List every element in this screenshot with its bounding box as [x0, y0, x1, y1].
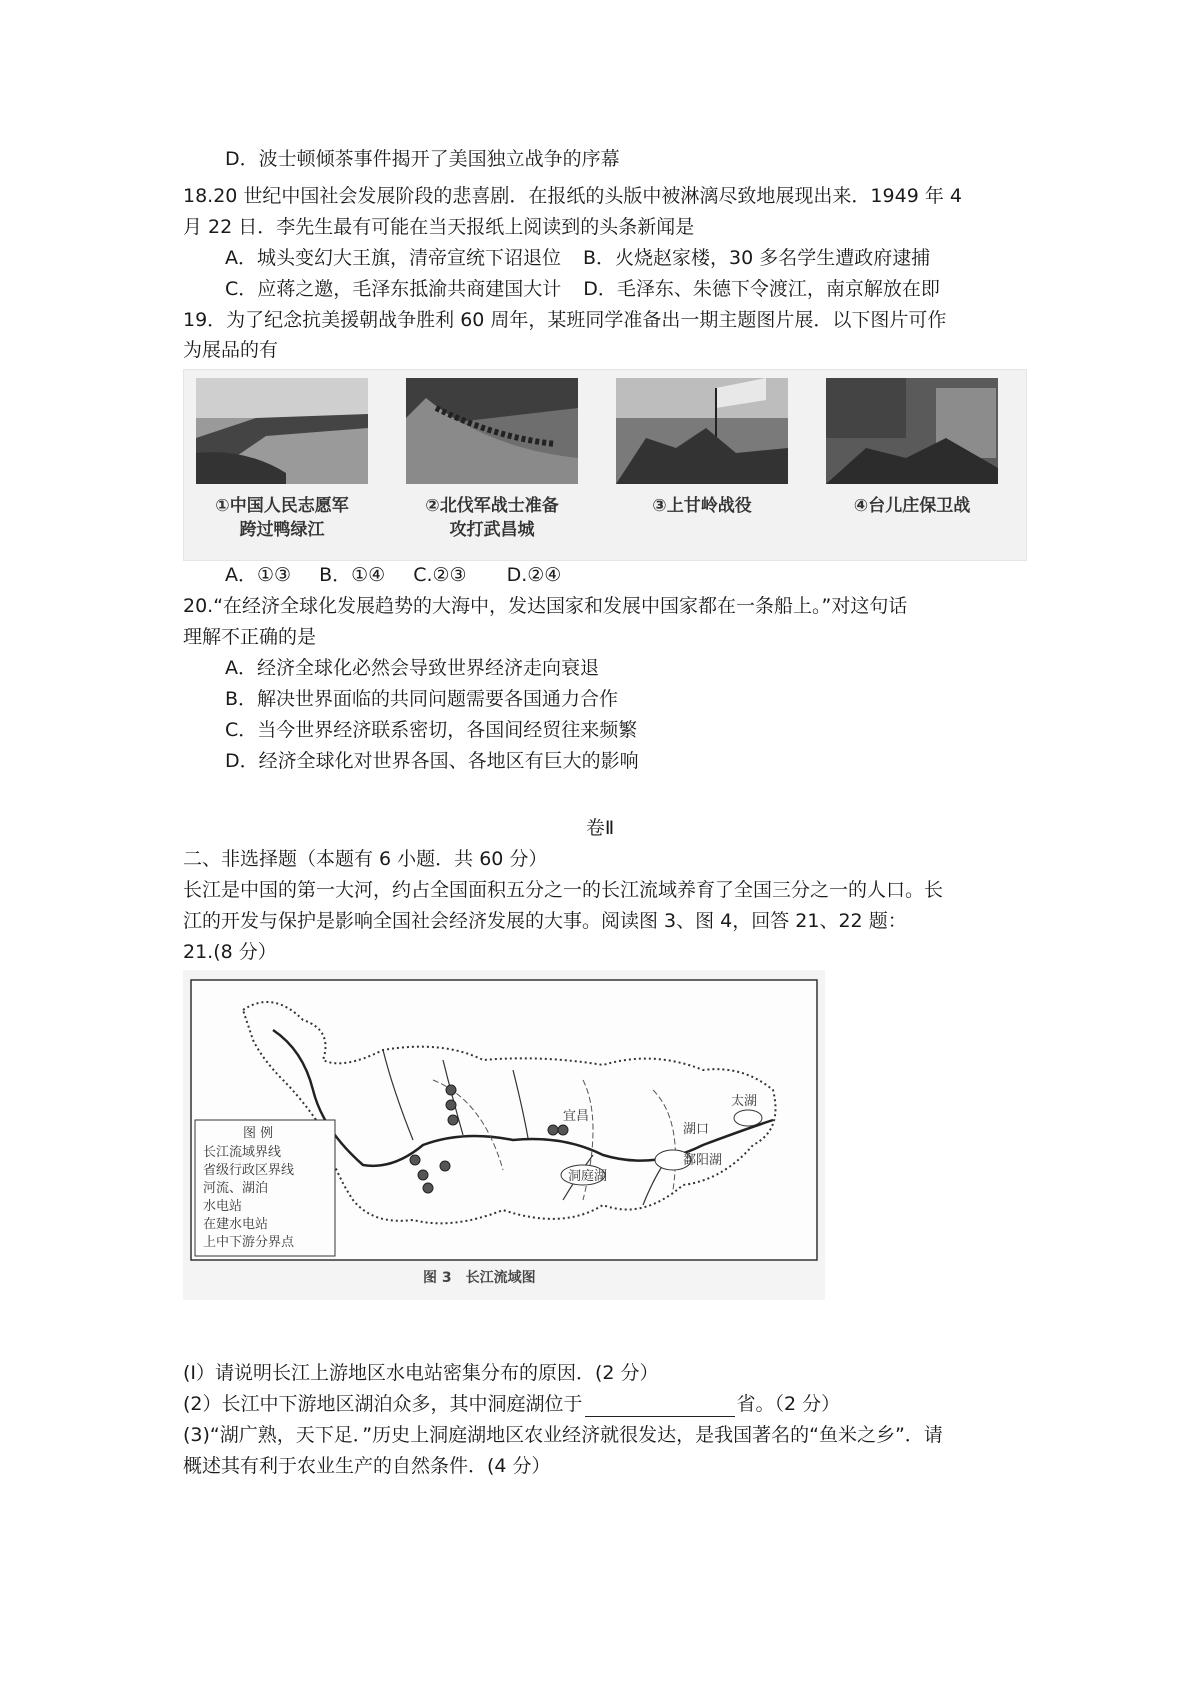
legend-item: 水电站 — [203, 1199, 243, 1214]
q20-option-a: A．经济全球化必然会导致世界经济走向衰退 — [225, 657, 599, 679]
q20-option-c: C．当今世界经济联系密切，各国间经贸往来频繁 — [225, 719, 638, 741]
q20-option-d: D．经济全球化对世界各国、各地区有巨大的影响 — [225, 750, 639, 772]
photo-3-image — [616, 378, 788, 484]
photo-2-image — [406, 378, 578, 484]
photo-1-image — [196, 378, 368, 484]
photo-2 — [406, 378, 578, 540]
intro-line2: 江的开发与保护是影响全国社会经济发展的大事。阅读图 3、图 4，回答 21、22 题： — [183, 910, 907, 932]
q17-option-d: D．波士顿倾茶事件揭开了美国独立战争的序幕 — [225, 148, 620, 170]
intro-line1: 长江是中国的第一大河，约占全国面积五分之一的长江流域养育了全国三分之一的人口。长 — [183, 879, 944, 901]
place-label: 湖口 — [683, 1122, 710, 1137]
legend-title: 图 例 — [243, 1126, 274, 1141]
q19-stem-line2: 为展品的有 — [183, 339, 279, 361]
legend-item: 上中下游分界点 — [203, 1235, 295, 1250]
section-title: 卷Ⅱ — [585, 817, 615, 839]
photo-1 — [196, 378, 368, 540]
q18-stem-line2: 月 22 日．李先生最有可能在当天报纸上阅读到的头条新闻是 — [183, 216, 695, 238]
answer-blank[interactable] — [585, 1398, 735, 1417]
photo-3-caption: ③上甘岭战役 — [652, 496, 752, 516]
photo-3 — [616, 378, 788, 516]
q19-option-c: C.②③ — [413, 564, 467, 586]
q21-part2: (2）长江中下游地区湖泊众多，其中洞庭湖位于 省。（2 分） — [183, 1393, 841, 1415]
q21-label: 21.(8 分） — [183, 941, 277, 963]
q21-part3-line2: 概述其有利于农业生产的自然条件．(4 分） — [183, 1455, 551, 1477]
q19-stem-line1: 19．为了纪念抗美援朝战争胜利 60 周年，某班同学准备出一期主题图片展．以下图片可作 — [183, 309, 947, 331]
place-label: 太湖 — [731, 1094, 758, 1109]
photo-4-image — [826, 378, 998, 484]
yangtze-basin-map — [183, 970, 825, 1300]
q19-option-b: B．①④ — [319, 564, 386, 586]
q19-options — [225, 562, 561, 588]
map-caption: 图 3 长江流域图 — [423, 1270, 536, 1286]
place-label: 洞庭湖 — [568, 1169, 608, 1184]
legend-item: 省级行政区界线 — [203, 1163, 295, 1178]
q21-part1: (Ⅰ）请说明长江上游地区水电站密集分布的原因．(2 分） — [183, 1362, 659, 1384]
q19-option-a: A．①③ — [225, 564, 292, 586]
photo-2-caption: ②北伐军战士准备 攻打武昌城 — [425, 496, 559, 540]
q18-option-c: C．应蒋之邀，毛泽东抵渝共商建国大计 — [225, 278, 562, 300]
legend-item: 河流、湖泊 — [203, 1181, 269, 1196]
q18-option-b: B．火烧赵家楼，30 多名学生遭政府逮捕 — [583, 247, 931, 269]
q18-option-d: D．毛泽东、朱德下令渡江，南京解放在即 — [583, 278, 940, 300]
legend-item: 长江流域界线 — [203, 1145, 282, 1160]
q21-part3-line1: (3)“湖广熟，天下足．”历史上洞庭湖地区农业经济就很发达，是我国著名的“鱼米之乡”．请 — [183, 1424, 943, 1446]
q18-options-cd — [225, 276, 940, 302]
tai-lake — [734, 1110, 762, 1126]
q20-option-b: B．解决世界面临的共同问题需要各国通力合作 — [225, 688, 619, 710]
q19-photo-strip — [183, 369, 1027, 561]
legend-item: 在建水电站 — [203, 1217, 269, 1232]
section-heading: 二、非选择题（本题有 6 小题．共 60 分） — [183, 848, 548, 870]
photo-4 — [826, 378, 998, 516]
place-label: 鄱阳湖 — [683, 1153, 723, 1168]
q19-option-d: D.②④ — [506, 564, 562, 586]
q18-options-ab — [225, 245, 930, 271]
photo-1-caption: ①中国人民志愿军 跨过鸭绿江 — [215, 496, 349, 540]
q20-stem-line2: 理解不正确的是 — [183, 626, 317, 648]
q20-stem-line1: 20.“在经济全球化发展趋势的大海中，发达国家和发展中国家都在一条船上。”对这句话 — [183, 595, 908, 617]
place-label: 宜昌 — [563, 1109, 590, 1124]
photo-4-caption: ④台儿庄保卫战 — [853, 496, 971, 516]
q18-stem-line1: 18.20 世纪中国社会发展阶段的悲喜剧．在报纸的头版中被淋漓尽致地展现出来．1949 年 4 — [183, 185, 962, 207]
map-drawing — [183, 970, 825, 1300]
q18-option-a: A．城头变幻大王旗，清帝宣统下诏退位 — [225, 247, 561, 269]
